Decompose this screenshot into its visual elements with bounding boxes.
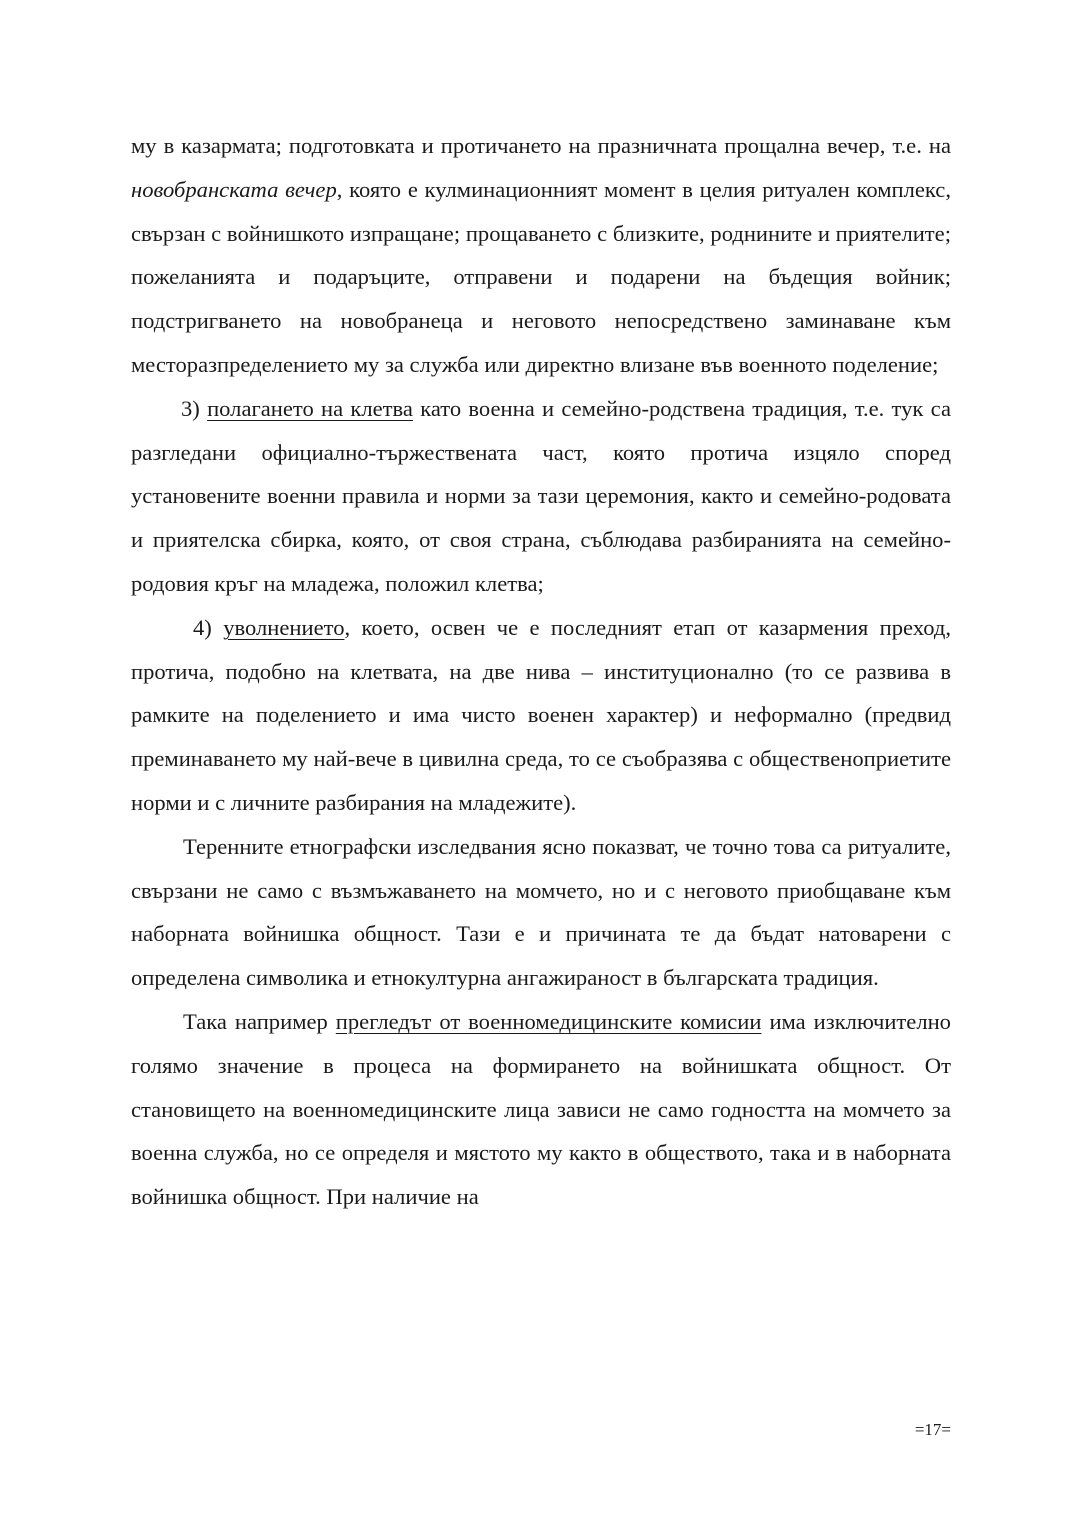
paragraph-5 [131, 1000, 951, 1219]
paragraph-1 [131, 124, 951, 387]
paragraph-2-prefix: 3) [181, 395, 208, 421]
paragraph-5-rest: има изключително голямо значение в процеса на формирането на войнишката общност. От становището на военномедицинските лица зависи не само годността на момчето за военна служба, но се определя и мястото му както в обществото, така и в наборната войнишка общност. При наличие на [131, 1008, 951, 1210]
paragraph-4: Теренните етнографски изследвания ясно показват, че точно това са ритуалите, свързани не само с възмъжаването на момчето, но и с неговото приобщаване към наборната войнишка общност. Тази е и причината те да бъдат натоварени с определена символика и етнокултурна ангажираност в българската традиция. [131, 833, 951, 991]
paragraph-3-rest: , което, освен че е последният етап от казармения преход, протича, подобно на клетвата, на две нива – институционално (то се развива в рамките на поделението и има чисто военен характер) и неформално (предвид преминаването му най-вече в цивилна среда, то се съобразява с общественоприетите норми и с личните разбирания на младежите). [131, 614, 951, 815]
paragraph-3 [131, 606, 951, 825]
underlined-term-oath: полагането на клетва [207, 395, 413, 421]
page-number: =17= [914, 1420, 951, 1439]
body-text [131, 124, 951, 1219]
paragraph-1-part-2: , която е кулминационният момент в целия ритуален комплекс, свързан с войнишкото изпращане; прощаването с близките, роднините и приятелите; пожеланията и подаръците, отправени и подарени на бъдещия войник; подстригването на новобранеца и неговото непосредствено заминаване към месторазпределението му за служба или директно влизане във военното поделение; [131, 176, 951, 377]
paragraph-2 [131, 387, 951, 606]
underlined-term-medical-review: прегледът от военномедицинските комисии [335, 1008, 762, 1034]
paragraph-2-rest: като военна и семейно-родствена традиция, т.е. тук са разгледани официално-тържествената част, която протича изцяло според установените военни правила и норми за тази церемония, както и семейно-родовата и приятелска сбирка, която, от своя страна, съблюдава разбиранията на семейно-родовия кръг на младежа, положил клетва; [131, 395, 951, 596]
paragraph-5-prefix: Така например [183, 1008, 336, 1034]
paragraph-3-prefix: 4) [193, 614, 224, 640]
underlined-term-discharge: уволнението [223, 614, 345, 640]
italic-term: новобранската вечер [131, 176, 337, 202]
paragraph-1-part-1: му в казармата; подготовката и протичането на празничната прощална вечер, т.е. на [131, 133, 951, 158]
